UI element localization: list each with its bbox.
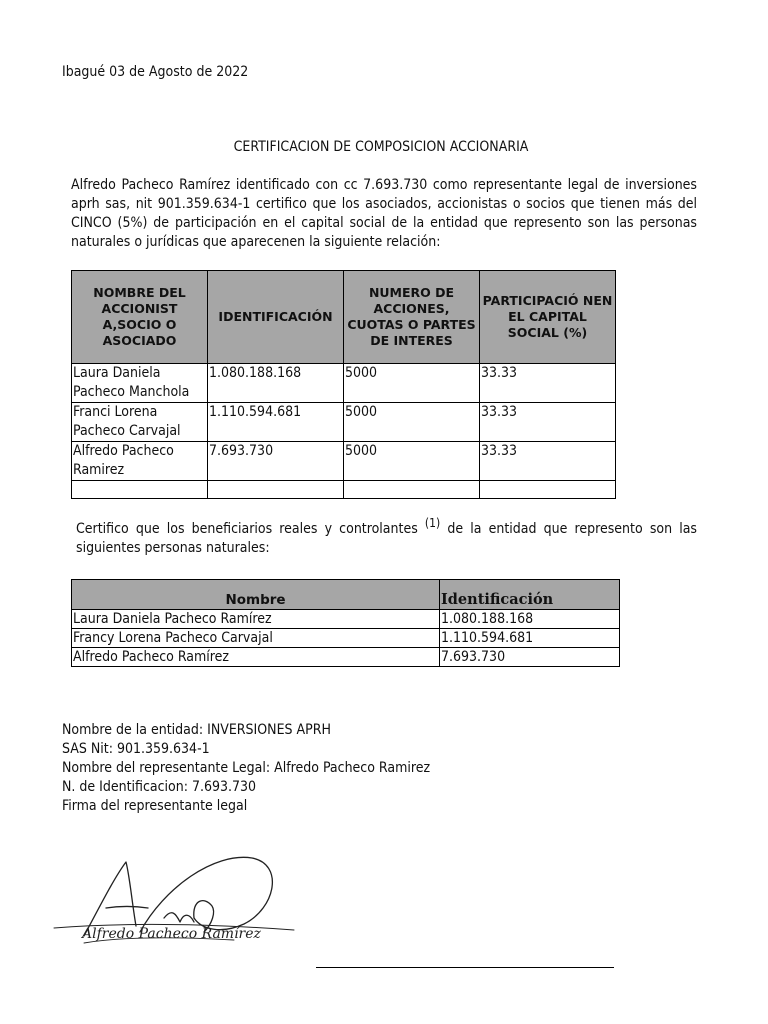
signature-text: Alfredo Pacheco Ramírez — [82, 926, 261, 942]
header-nombre: Nombre — [72, 580, 440, 610]
header-shares: NUMERO DE ACCIONES, CUOTAS O PARTES DE INTERES — [344, 271, 480, 364]
table-row — [72, 364, 616, 403]
header-identification: IDENTIFICACIÓN — [208, 271, 344, 364]
cell-id: 1.110.594.681 — [208, 403, 344, 442]
header-participation: PARTICIPACIÓ NEN EL CAPITAL SOCIAL (%) — [480, 271, 616, 364]
representative-id: N. de Identificacion: 7.693.730 — [62, 779, 257, 795]
cell-name: Francy Lorena Pacheco Carvajal — [72, 629, 440, 648]
table-row — [72, 648, 620, 667]
cell-name: Franci Lorena Pacheco Carvajal — [72, 403, 208, 442]
cell-participation — [480, 481, 616, 499]
cell-shares: 5000 — [344, 364, 480, 403]
table-row — [72, 442, 616, 481]
table-row — [72, 629, 620, 648]
cell-id — [208, 481, 344, 499]
table-header-row — [72, 271, 616, 364]
entity-name: Nombre de la entidad: INVERSIONES APRH — [62, 722, 331, 738]
cell-participation: 33.33 — [480, 364, 616, 403]
table-row — [72, 403, 616, 442]
cell-shares: 5000 — [344, 403, 480, 442]
date-line: Ibagué 03 de Agosto de 2022 — [62, 64, 249, 80]
entity-nit: SAS Nit: 901.359.634-1 — [62, 741, 210, 757]
signature-label: Firma del representante legal — [62, 798, 248, 814]
cell-id: 1.080.188.168 — [208, 364, 344, 403]
cell-participation: 33.33 — [480, 403, 616, 442]
cell-name: Laura Daniela Pacheco Ramírez — [72, 610, 440, 629]
table-header-row — [72, 580, 620, 610]
cell-participation: 33.33 — [480, 442, 616, 481]
beneficiaries-statement-start: Certifico que los beneficiarios reales y controlantes — [76, 521, 425, 537]
cell-name: Alfredo Pacheco Ramirez — [72, 442, 208, 481]
beneficiaries-statement — [76, 516, 697, 558]
footnote-marker: (1) — [424, 516, 441, 530]
cell-name — [72, 481, 208, 499]
signature — [44, 848, 306, 958]
beneficiaries-table — [71, 579, 620, 667]
cell-id: 1.110.594.681 — [440, 629, 620, 648]
table-row — [72, 610, 620, 629]
cell-name: Laura Daniela Pacheco Manchola — [72, 364, 208, 403]
header-identificacion: Identificación — [440, 580, 620, 610]
cell-shares — [344, 481, 480, 499]
shareholders-table — [71, 270, 616, 499]
legal-representative: Nombre del representante Legal: Alfredo Pacheco Ramirez — [62, 760, 431, 776]
cell-name: Alfredo Pacheco Ramírez — [72, 648, 440, 667]
cell-id: 7.693.730 — [208, 442, 344, 481]
table-row-empty — [72, 481, 616, 499]
intro-paragraph: Alfredo Pacheco Ramírez identificado con cc 7.693.730 como representante legal de inversiones aprh sas, nit 901.359.634-1 certifico que los asociados, accionistas o socios que tienen más del CINCO (5%) de participación en el capital social de la entidad que represento son las personas naturales o jurídicas que aparecenen la siguiente relación: — [71, 177, 697, 250]
entity-info — [62, 721, 430, 816]
cell-shares: 5000 — [344, 442, 480, 481]
cell-id: 7.693.730 — [440, 648, 620, 667]
document-title-text: CERTIFICACION DE COMPOSICION ACCIONARIA — [233, 139, 529, 155]
document-title — [0, 138, 768, 157]
header-name: NOMBRE DEL ACCIONIST A,SOCIO O ASOCIADO — [72, 271, 208, 364]
cell-id: 1.080.188.168 — [440, 610, 620, 629]
beneficiaries-statement-end: de la entidad que represento son las siguientes personas naturales: — [76, 521, 697, 556]
signature-line — [316, 967, 614, 968]
